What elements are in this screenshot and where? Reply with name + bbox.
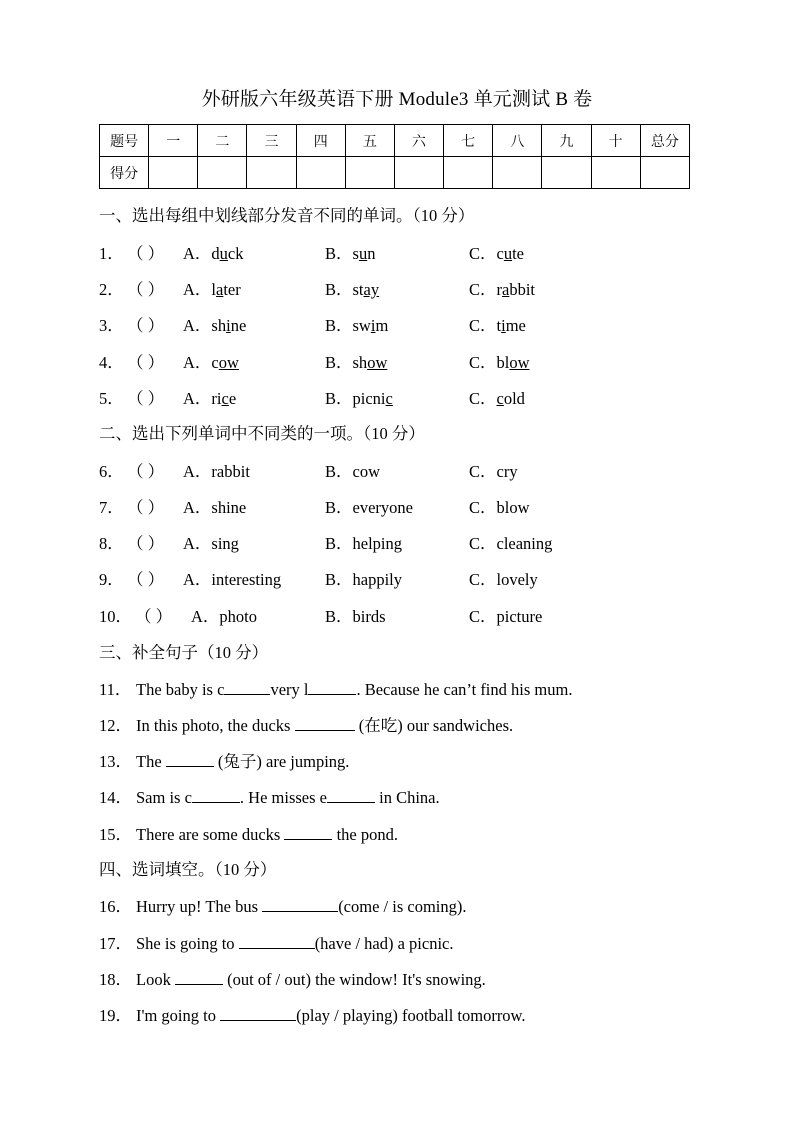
answer-blank[interactable] [175, 970, 223, 985]
section-2-heading: 二、选出下列单词中不同类的一项。（10 分） [99, 424, 425, 443]
answer-blank[interactable] [295, 716, 355, 731]
question-number: 9． [99, 570, 124, 589]
sentence-text: Sam is c [136, 788, 192, 807]
sentence-text: I'm going to [136, 1006, 221, 1025]
question-number: 6． [99, 462, 124, 481]
question-number: 16． [99, 897, 132, 916]
sentence-text: . He misses e [239, 788, 327, 807]
question-number: 10． [99, 607, 132, 626]
option-c: C．cry [469, 462, 518, 481]
answer-parenthesis[interactable]: （ ） [127, 244, 165, 263]
section-1-heading: 一、选出每组中划线部分发音不同的单词。（10 分） [99, 206, 475, 225]
sentence-text: There are some ducks [136, 825, 285, 844]
question-13 [99, 748, 349, 772]
score-cell: 三 [247, 125, 296, 157]
question-number: 1． [99, 244, 124, 263]
option-a: A．sing [183, 534, 239, 553]
score-cell: 七 [444, 125, 493, 157]
sentence-text: (have / had) a picnic. [314, 934, 454, 953]
question-number: 8． [99, 534, 124, 553]
sentence-text: (out of / out) the window! It's snowing. [222, 970, 486, 989]
answer-parenthesis[interactable]: （ ） [127, 389, 165, 408]
answer-blank[interactable] [166, 752, 214, 767]
option-b: B．cow [325, 462, 380, 481]
answer-blank[interactable] [308, 680, 356, 695]
answer-parenthesis[interactable]: （ ） [127, 498, 165, 517]
option-a: A．later [183, 280, 241, 299]
option-c: C．cleaning [469, 534, 553, 553]
option-b: B．picnic [325, 389, 393, 408]
score-cell: 十 [591, 125, 640, 157]
answer-blank[interactable] [220, 1006, 296, 1021]
option-c: C．cold [469, 389, 525, 408]
score-cell: 题号 [100, 125, 149, 157]
option-a: A．photo [191, 607, 257, 626]
answer-parenthesis[interactable]: （ ） [135, 607, 173, 626]
section-3-heading: 三、补全句子（10 分） [99, 643, 269, 662]
option-c: C．blow [469, 498, 530, 517]
question-16 [99, 893, 467, 917]
score-input-cell[interactable] [247, 157, 296, 189]
answer-parenthesis[interactable]: （ ） [127, 534, 165, 553]
answer-parenthesis[interactable]: （ ） [127, 462, 165, 481]
score-input-cell[interactable] [591, 157, 640, 189]
score-cell: 八 [493, 125, 542, 157]
question-number: 18． [99, 970, 132, 989]
score-input-cell[interactable] [198, 157, 247, 189]
question-number: 15． [99, 825, 132, 844]
question-19 [99, 1002, 526, 1026]
option-a: A．duck [183, 244, 244, 263]
score-input-cell[interactable] [542, 157, 591, 189]
option-c: C．cute [469, 244, 525, 263]
score-cell: 二 [198, 125, 247, 157]
question-number: 5． [99, 389, 124, 408]
answer-blank[interactable] [224, 680, 270, 695]
sentence-text: the pond. [332, 825, 398, 844]
score-input-cell[interactable] [345, 157, 394, 189]
section-4-heading: 四、选词填空。（10 分） [99, 860, 277, 879]
question-12 [99, 712, 513, 736]
sentence-text: She is going to [136, 934, 239, 953]
score-input-cell[interactable] [444, 157, 493, 189]
answer-blank[interactable] [327, 788, 375, 803]
answer-blank[interactable] [192, 788, 240, 803]
sentence-text: in China. [375, 788, 440, 807]
question-number: 7． [99, 498, 124, 517]
score-input-cell[interactable] [296, 157, 345, 189]
score-input-cell[interactable] [640, 157, 689, 189]
option-c: C．blow [469, 353, 530, 372]
option-b: B．stay [325, 280, 380, 299]
sentence-text: Hurry up! The bus [136, 897, 263, 916]
answer-parenthesis[interactable]: （ ） [127, 570, 165, 589]
sentence-text: (come / is coming). [338, 897, 467, 916]
score-header-row [100, 125, 690, 157]
question-number: 19． [99, 1006, 132, 1025]
sentence-text: In this photo, the ducks [136, 716, 295, 735]
sentence-text: very l [270, 680, 309, 699]
answer-parenthesis[interactable]: （ ） [127, 353, 165, 372]
sentence-text: (兔子) are jumping. [213, 752, 350, 771]
sentence-text: . Because he can’t find his mum. [356, 680, 573, 699]
question-number: 17． [99, 934, 132, 953]
option-a: A．shine [183, 498, 247, 517]
option-b: B．birds [325, 607, 386, 626]
question-18 [99, 966, 486, 990]
option-a: A．rice [183, 389, 237, 408]
option-c: C．picture [469, 607, 543, 626]
question-17 [99, 930, 454, 954]
score-table [99, 124, 690, 189]
answer-parenthesis[interactable]: （ ） [127, 280, 165, 299]
question-number: 4． [99, 353, 124, 372]
option-b: B．show [325, 353, 388, 372]
option-a: A．cow [183, 353, 239, 372]
score-input-cell[interactable] [149, 157, 198, 189]
answer-parenthesis[interactable]: （ ） [127, 316, 165, 335]
option-b: B．everyone [325, 498, 413, 517]
score-cell: 总分 [640, 125, 689, 157]
question-number: 2． [99, 280, 124, 299]
option-c: C．rabbit [469, 280, 536, 299]
question-number: 14． [99, 788, 132, 807]
score-input-cell[interactable] [394, 157, 443, 189]
score-input-cell[interactable] [493, 157, 542, 189]
sentence-text: Look [136, 970, 175, 989]
score-value-row [100, 157, 690, 189]
question-number: 11． [99, 680, 132, 699]
score-cell: 六 [394, 125, 443, 157]
option-a: A．shine [183, 316, 247, 335]
option-b: B．helping [325, 534, 402, 553]
option-b: B．sun [325, 244, 376, 263]
answer-blank[interactable] [284, 825, 332, 840]
score-cell: 五 [345, 125, 394, 157]
option-c: C．time [469, 316, 526, 335]
page-title: 外研版六年级英语下册 Module3 单元测试 B 卷 [201, 89, 593, 110]
answer-blank[interactable] [262, 897, 338, 912]
question-11 [99, 676, 572, 700]
option-a: A．rabbit [183, 462, 250, 481]
sentence-text: (在吃) our sandwiches. [354, 716, 514, 735]
sentence-text: The [136, 752, 166, 771]
option-c: C．lovely [469, 570, 538, 589]
score-cell: 九 [542, 125, 591, 157]
question-14 [99, 784, 440, 808]
score-row-label: 得分 [100, 157, 149, 189]
question-15 [99, 821, 398, 845]
option-b: B．happily [325, 570, 402, 589]
score-cell: 四 [296, 125, 345, 157]
option-b: B．swim [325, 316, 389, 335]
score-cell: 一 [149, 125, 198, 157]
question-number: 13． [99, 752, 132, 771]
question-number: 12． [99, 716, 132, 735]
answer-blank[interactable] [239, 934, 315, 949]
question-number: 3． [99, 316, 124, 335]
option-a: A．interesting [183, 570, 282, 589]
sentence-text: The baby is c [136, 680, 225, 699]
sentence-text: (play / playing) football tomorrow. [296, 1006, 526, 1025]
